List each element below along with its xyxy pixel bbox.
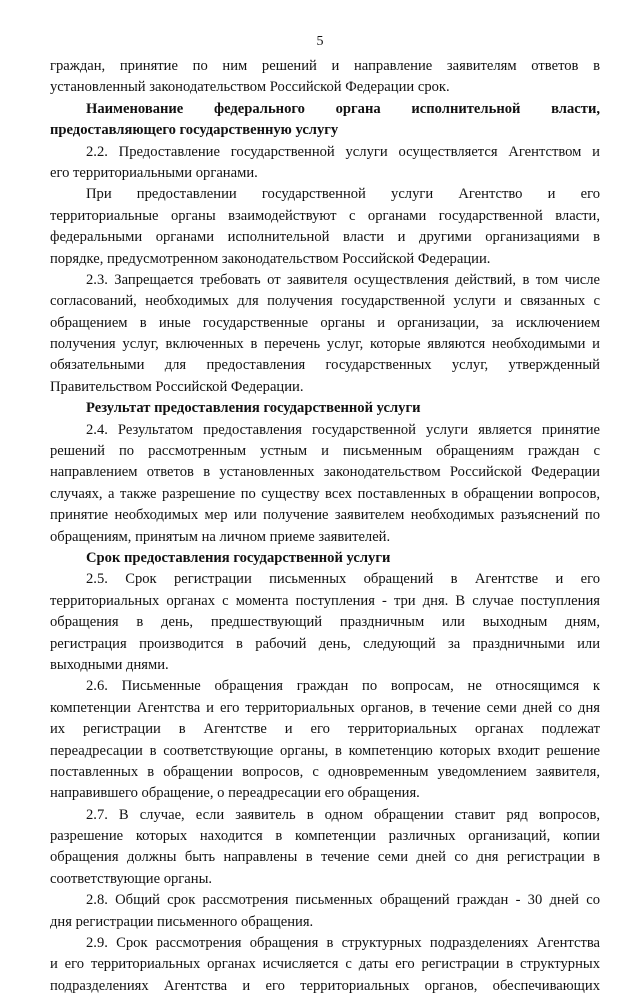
text-line: порядке, предусмотренном законодательством Российской Федерации. <box>50 250 491 267</box>
text-line: его территориальными органами. <box>50 164 258 181</box>
text-line: поставленных в обращении вопросов, с одновременным уведомлением заявителя, <box>50 763 600 780</box>
text-line: решений по рассмотренным устным и письменным обращениям граждан с <box>50 443 600 460</box>
paragraph <box>50 270 600 398</box>
paragraph <box>50 805 600 891</box>
text-line: регистрация производится в рабочий день, следующий за праздничными или <box>50 635 600 652</box>
text-line: обязательными для предоставления государственных услуг, утвержденный <box>50 357 600 374</box>
text-line: получения услуг, включенных в перечень услуг, которые являются необходимыми и <box>50 336 600 353</box>
text-line: согласований, необходимых для получения государственной услуги и связанных с <box>50 293 600 310</box>
text-line: принятие необходимых мер или получение заявителем необходимых разъяснений по <box>50 507 600 524</box>
document-body <box>50 56 600 997</box>
text-line: При предоставлении государственной услуги Агентство и его <box>86 186 600 203</box>
paragraph <box>50 890 600 933</box>
page-number: 5 <box>316 34 324 49</box>
section-heading <box>50 99 600 142</box>
text-line: Правительством Российской Федерации. <box>50 378 304 395</box>
text-line: обращением в иные государственные органы и организации, за исключением <box>50 314 600 331</box>
text-line: разрешение которых находится в компетенции различных организаций, копии <box>50 828 600 845</box>
paragraph <box>50 142 600 185</box>
text-line: Срок предоставления государственной услуги <box>86 549 391 566</box>
text-line: территориальных органах с момента поступления - три дня. В случае поступления <box>50 592 600 609</box>
text-line: выходными днями. <box>50 656 169 673</box>
text-line: переадресации в соответствующие органы, в компетенцию которых входит решение <box>50 742 600 759</box>
text-line: подразделениях Агентства и его территориальных органов, обеспечивающих <box>50 977 600 994</box>
text-line: обращениям, принятым на личном приеме заявителей. <box>50 528 391 545</box>
text-line: их регистрации в Агентстве и его территориальных органах подлежат <box>50 721 600 738</box>
text-line: Результат предоставления государственной услуги <box>86 400 421 417</box>
text-line: федеральными органами исполнительной власти и другими организациями в <box>50 229 600 246</box>
section-heading <box>50 398 600 419</box>
text-line: 2.4. Результатом предоставления государственной услуги является принятие <box>86 421 600 438</box>
text-line: установленный законодательством Российской Федерации срок. <box>50 79 450 96</box>
section-heading <box>50 548 600 569</box>
paragraph <box>50 676 600 804</box>
text-line: направлением ответов в установленных законодательством Российской Федерации <box>50 464 600 481</box>
text-line: территориальные органы взаимодействуют с органами государственной власти, <box>50 207 600 224</box>
paragraph <box>50 569 600 676</box>
text-line: направившего обращение, о переадресации его обращения. <box>50 785 420 802</box>
text-line: 2.6. Письменные обращения граждан по вопросам, не относящимся к <box>86 678 600 695</box>
text-line: компетенции Агентства и его территориальных органов, в течение семи дней со дня <box>50 699 600 716</box>
text-line: Наименование федерального органа исполнительной власти, <box>86 100 600 117</box>
text-line: 2.7. В случае, если заявитель в одном обращении ставит ряд вопросов, <box>86 806 600 823</box>
text-line: 2.9. Срок рассмотрения обращения в структурных подразделениях Агентства <box>86 935 600 952</box>
text-line: предоставляющего государственную услугу <box>50 122 339 139</box>
text-line: соответствующие органы. <box>50 870 213 887</box>
text-line: 2.8. Общий срок рассмотрения письменных обращений граждан - 30 дней со <box>86 892 600 909</box>
text-line: и его территориальных органах исчисляется с даты его регистрации в структурных <box>50 956 600 973</box>
text-line: 2.3. Запрещается требовать от заявителя осуществления действий, в том числе <box>86 271 600 288</box>
text-line: обращения должны быть направлены в течение семи дней со дня регистрации в <box>50 849 600 866</box>
paragraph <box>50 420 600 548</box>
text-line: обращения в день, предшествующий праздничным или выходным дням, <box>50 614 600 631</box>
text-line: 2.5. Срок регистрации письменных обращений в Агентстве и его <box>86 571 600 588</box>
text-line: граждан, принятие по ним решений и направление заявителям ответов в <box>50 58 600 74</box>
paragraph <box>50 184 600 270</box>
text-line: 2.2. Предоставление государственной услуги осуществляется Агентством и <box>86 143 600 160</box>
text-line: случаях, а также разрешение по существу всех поставленных в обращении вопросов, <box>50 485 600 502</box>
text-line: дня регистрации письменного обращения. <box>50 913 314 930</box>
paragraph <box>50 56 600 99</box>
paragraph <box>50 933 600 997</box>
